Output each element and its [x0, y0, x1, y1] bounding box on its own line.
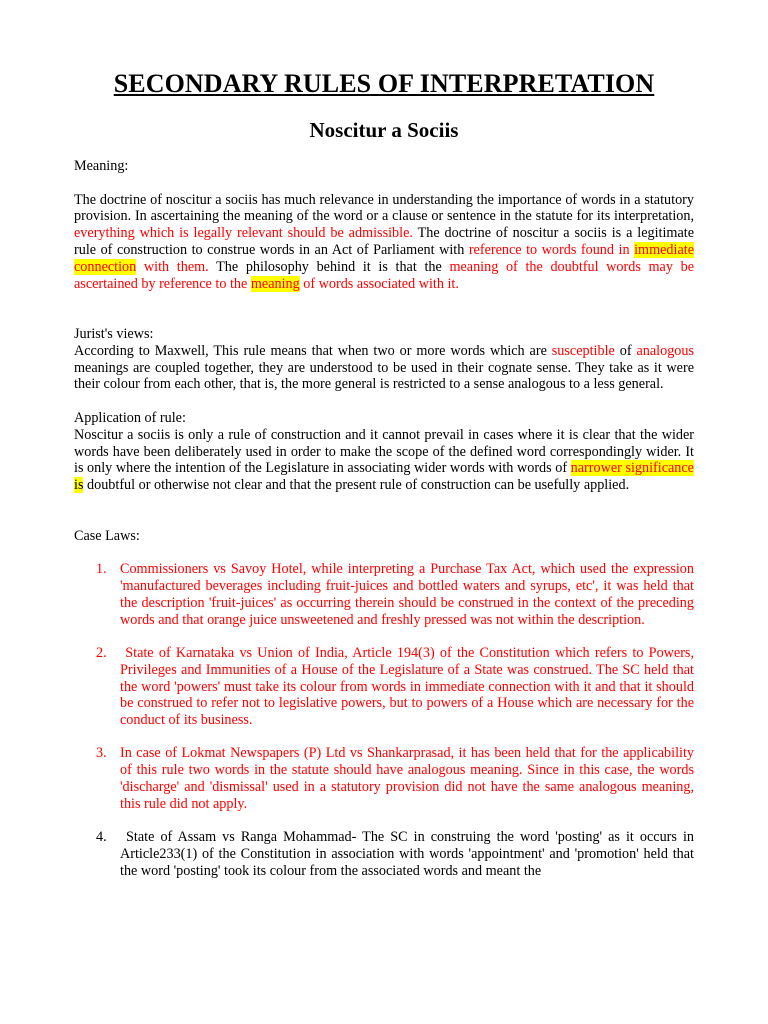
meaning-highlight-1: immediate connection — [74, 241, 694, 275]
jurist-paragraph — [74, 343, 694, 393]
meaning-red-1: everything which is legally relevant should be admissible. — [74, 225, 413, 242]
case-laws-heading: Case Laws: — [74, 527, 140, 544]
case-number: 4. — [96, 829, 107, 846]
case-text: State of Karnataka vs Union of India, Article 194(3) of the Constitution which refers to Powers, Privileges and Immunities of a House of the Legislature of a State was construed. The SC held that the word 'powers' must take its colour from words in immediate connection with it and that it should be construed to refer not to legislative powers, but to powers of a House which are necessary for the conduct of its business. — [120, 644, 694, 729]
application-highlight-1: narrower significance — [570, 460, 694, 477]
meaning-red-4: meaning of the doubtful words may be ascertained by reference to the — [74, 258, 695, 292]
case-text: Commissioners vs Savoy Hotel, while interpreting a Purchase Tax Act, which used the expression 'manufactured beverages including fruit-juices and bottled waters and syrups, etc', it was held that the description 'fruit-juices' as occurring therein should be construed in the context of the preceding words and that orange juice unsweetened and freshly pressed was not within the description. — [120, 561, 694, 628]
jurist-red-1: susceptible — [551, 342, 615, 359]
case-laws-list — [74, 561, 694, 880]
case-number: 1. — [96, 561, 107, 578]
jurist-heading: Jurist's views: — [74, 325, 154, 342]
meaning-red-3: with them. — [136, 258, 209, 275]
document-body — [74, 158, 694, 880]
case-list-item — [74, 645, 694, 729]
case-number: 3. — [96, 745, 107, 762]
jurist-text-2: of — [614, 342, 637, 359]
meaning-paragraph — [74, 192, 694, 293]
meaning-text-1: The doctrine of noscitur a sociis has much relevance in understanding the importance of words in a statutory provision. In ascertaining the meaning of the word or a clause or sentence in the statute for its interpretation, — [74, 191, 694, 225]
meaning-text-3: The philosophy behind it is that the — [208, 258, 450, 275]
jurist-red-2: analogous — [636, 342, 694, 359]
meaning-red-2: reference to words found in — [468, 241, 635, 258]
application-text-2: doubtful or otherwise not clear and that the present rule of construction can be usefully applied. — [83, 477, 630, 494]
case-list-item — [74, 829, 694, 879]
document-subtitle: Noscitur a Sociis — [309, 118, 459, 142]
case-list-item — [74, 561, 694, 628]
meaning-highlight-2: meaning — [250, 275, 300, 292]
meaning-text-2: The doctrine of noscitur a sociis is a legitimate rule of construction to construe words in an Act of Parliament with — [74, 225, 694, 258]
meaning-heading: Meaning: — [74, 158, 129, 174]
meaning-red-5: of words associated with it. — [299, 275, 459, 292]
application-heading: Application of rule: — [74, 409, 186, 426]
case-text: In case of Lokmat Newspapers (P) Ltd vs Shankarprasad, it has been held that for the applicability of this rule two words in the statute should have analogous meaning. Since in this case, the words 'discharge' and 'dismissal' used in a statutory provision did not have the same analogous meaning, this rule did not apply. — [120, 745, 694, 812]
document-title: SECONDARY RULES OF INTERPRETATION — [113, 69, 655, 98]
case-text: State of Assam vs Ranga Mohammad- The SC in construing the word 'posting' as it occurs in Article233(1) of the Constitution in association with words 'appointment' and 'promotion' held that the word 'posting' took its colour from the associated words and meant the — [120, 829, 694, 879]
application-text-1: Noscitur a sociis is only a rule of construction and it cannot prevail in cases where it is clear that the wider words have been deliberately used in order to make the scope of the defined word correspondingly wider. It is only where the intention of the Legislature in associating wider words with words of — [74, 426, 694, 477]
application-paragraph — [74, 427, 694, 494]
application-highlight-2: is — [74, 477, 84, 494]
jurist-text-1: According to Maxwell, This rule means that when two or more words which are — [74, 342, 552, 359]
case-list-item — [74, 745, 694, 812]
case-number: 2. — [96, 644, 107, 661]
jurist-text-3: meanings are coupled together, they are understood to be used in their cognate sense. They take as it were their colour from each other, that is, the more general is restricted to a sense analogous to a less general. — [74, 359, 694, 393]
